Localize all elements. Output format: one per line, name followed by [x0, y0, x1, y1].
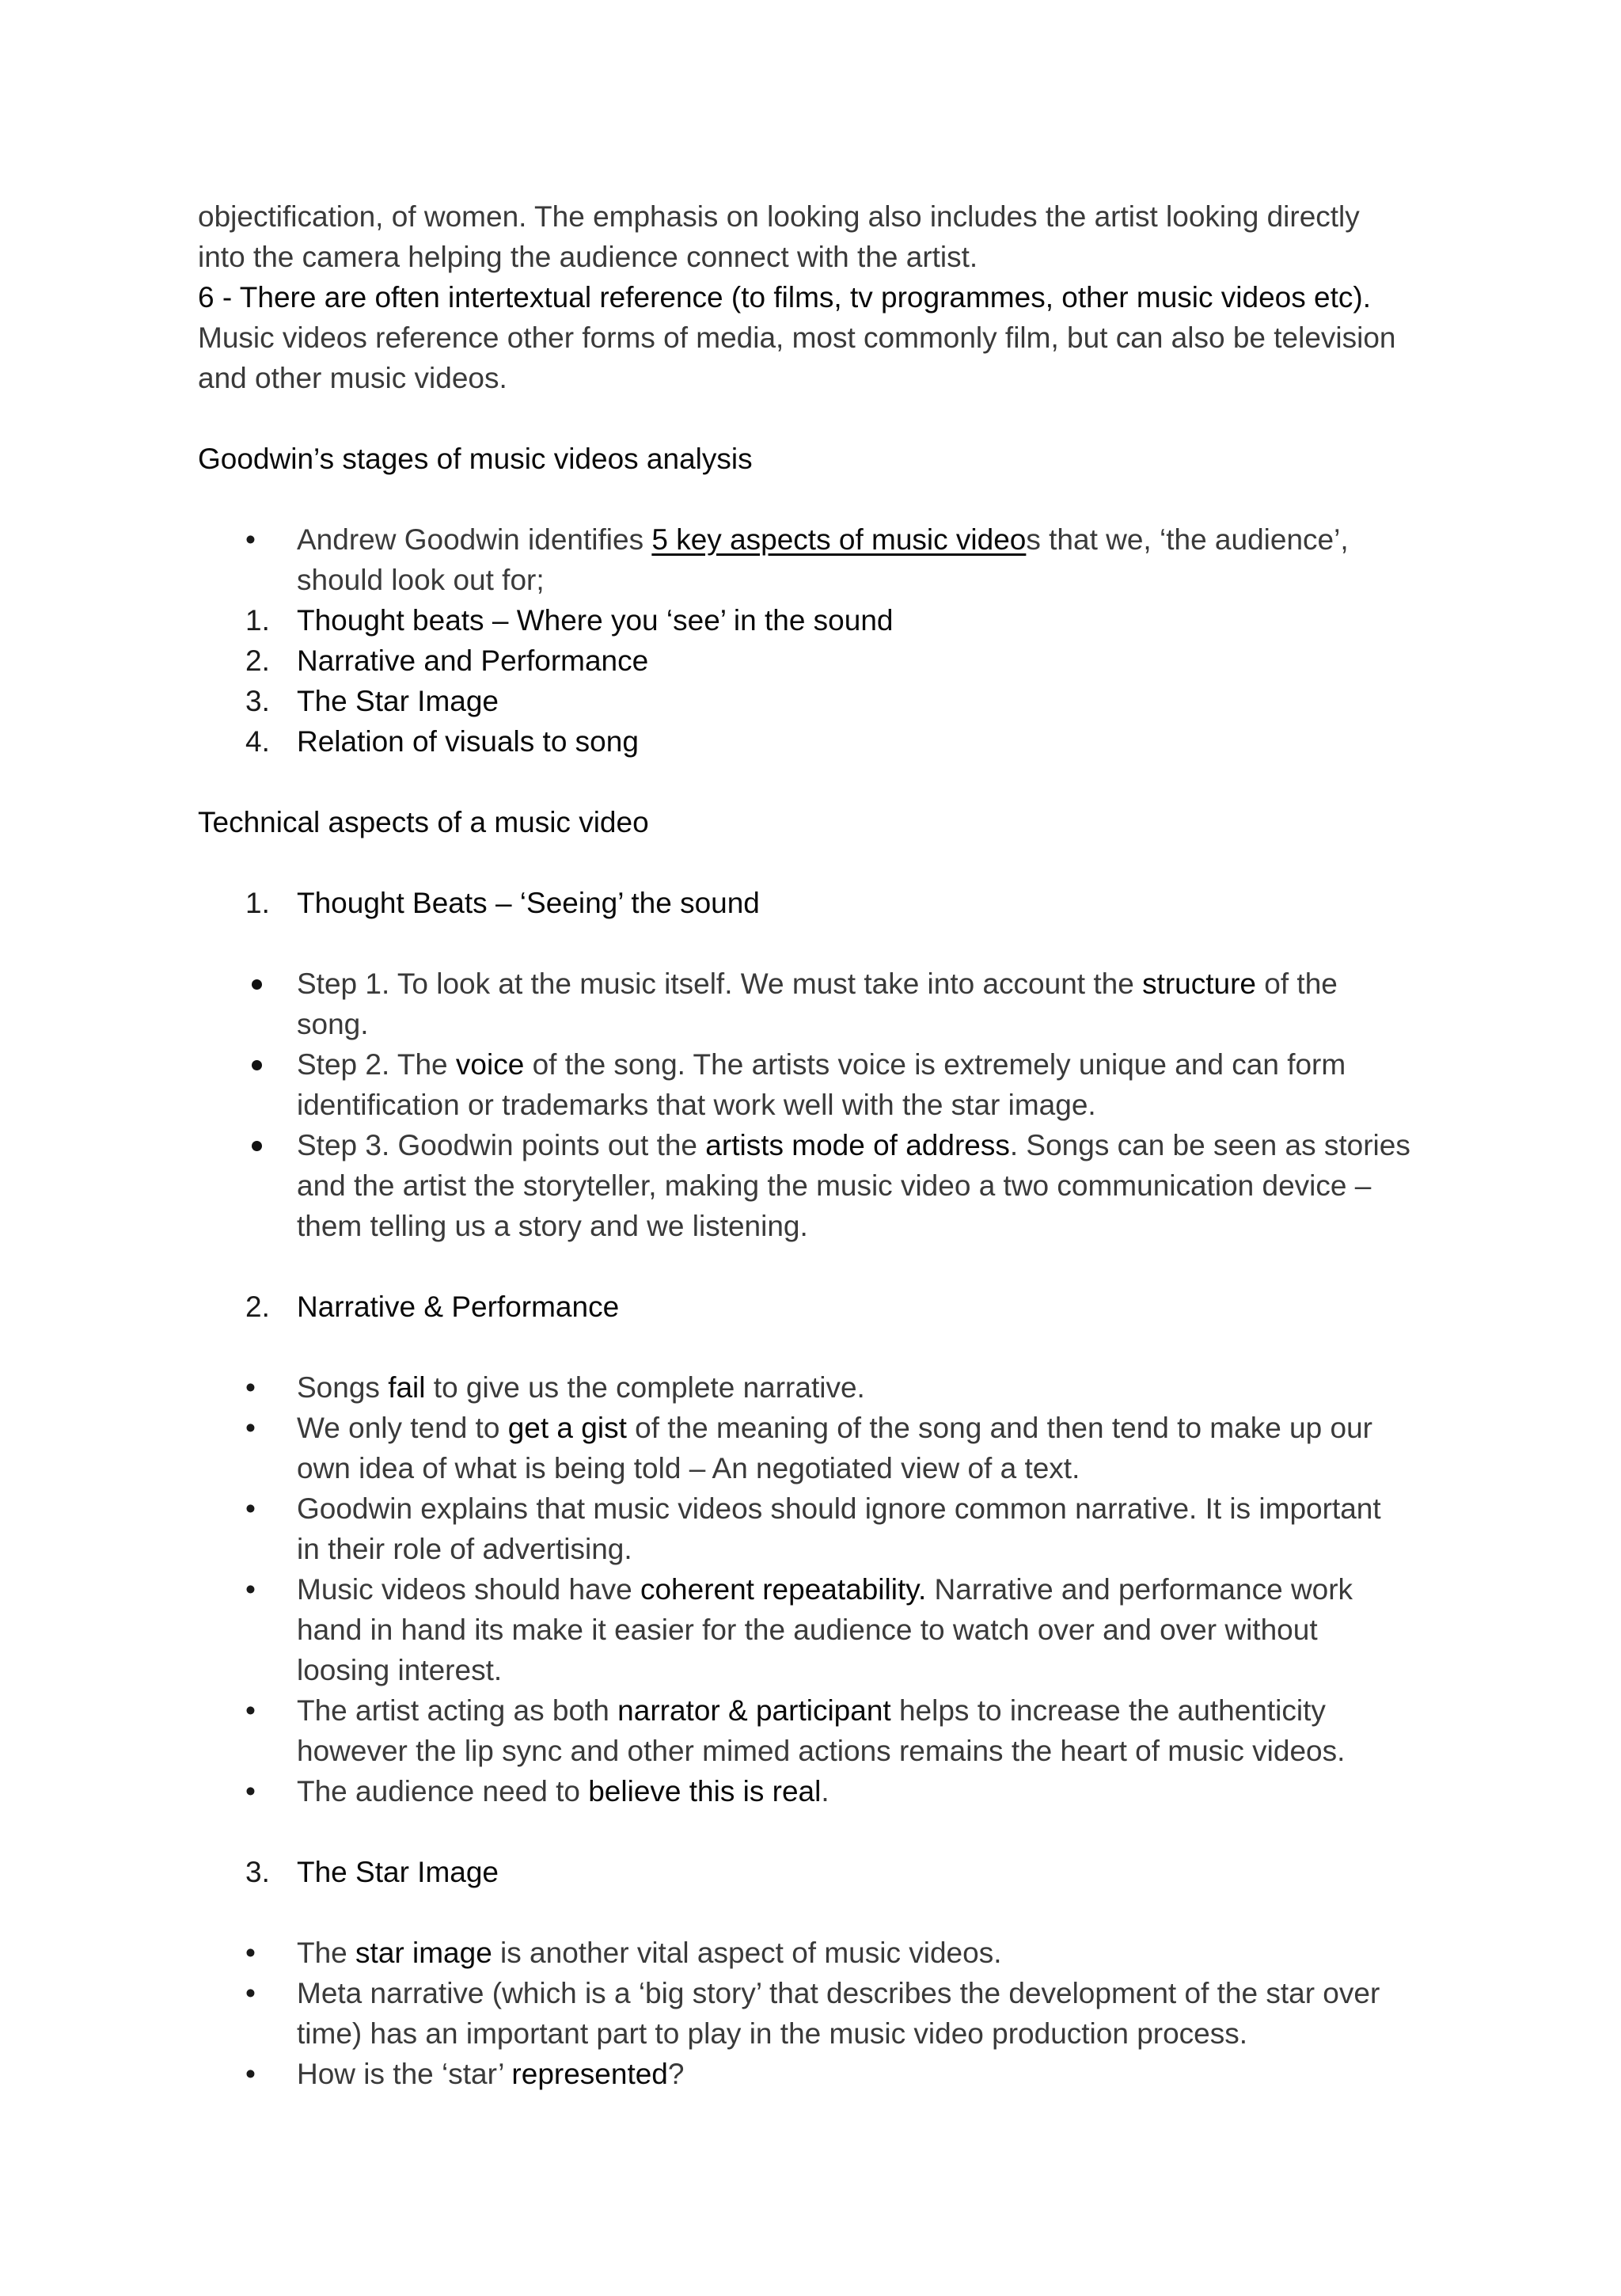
bullet-icon: •: [245, 1775, 256, 1808]
list-item: Step 2. The voice of the song. The artists voice is extremely unique and can form identification or trademarks that work well with the star image.: [198, 1044, 1441, 1125]
bullet-icon: •: [245, 1977, 256, 2009]
subsection-3: [198, 1852, 1441, 1892]
subsection-title: 2. Narrative & Performance: [198, 1287, 1441, 1327]
list-number: 1.: [245, 604, 270, 637]
list-number: 3.: [245, 685, 270, 717]
point-6-body: and other music videos.: [198, 362, 507, 394]
list-item: • The artist acting as both narrator & participant helps to increase the authenticity however the lip sync and other mimed actions remains the heart of music videos.: [198, 1690, 1441, 1771]
list-item: 4. Relation of visuals to song: [198, 721, 1441, 762]
list-item: • Songs fail to give us the complete narrative.: [198, 1367, 1441, 1408]
star-image-list: [198, 1933, 1441, 2094]
bullet-icon: •: [245, 1492, 256, 1525]
goodwin-aspects-list: [198, 600, 1441, 762]
list-item: 1. Thought beats – Where you ‘see’ in the sound: [198, 600, 1441, 641]
list-number: 3.: [245, 1856, 270, 1888]
list-item: 2. Narrative and Performance: [198, 641, 1441, 681]
intro-line: into the camera helping the audience connect with the artist.: [198, 241, 978, 273]
document-body: [198, 196, 1441, 2094]
list-item: • Andrew Goodwin identifies 5 key aspects of music videos that we, ‘the audience’, should look out for;: [198, 519, 1441, 600]
list-item: • Goodwin explains that music videos should ignore common narrative. It is important in their role of advertising.: [198, 1488, 1441, 1569]
list-item: 3. The Star Image: [198, 681, 1441, 721]
bullet-icon: [252, 1141, 262, 1151]
list-item: • Music videos should have coherent repeatability. Narrative and performance work hand in hand its make it easier for the audience to watch over and over without loosing interest.: [198, 1569, 1441, 1690]
bullet-icon: •: [245, 1412, 256, 1444]
goodwin-intro-list: [198, 519, 1441, 600]
bullet-icon: [252, 979, 262, 990]
subsection-2: [198, 1287, 1441, 1327]
bullet-icon: [252, 1060, 262, 1070]
list-item: • We only tend to get a gist of the meaning of the song and then tend to make up our own idea of what is being told – An negotiated view of a text.: [198, 1408, 1441, 1488]
point-6-body: Music videos reference other forms of media, most commonly film, but can also be television: [198, 321, 1396, 354]
list-item: • How is the ‘star’ represented?: [198, 2054, 1441, 2094]
bullet-icon: •: [245, 1371, 256, 1404]
section-heading-technical: Technical aspects of a music video: [198, 806, 649, 838]
section-heading-goodwin-stages: Goodwin’s stages of music videos analysis: [198, 443, 753, 475]
bullet-icon: •: [245, 523, 256, 556]
point-6-heading: 6 - There are often intertextual reference (to films, tv programmes, other music videos etc).: [198, 281, 1371, 314]
list-number: 2.: [245, 1291, 270, 1323]
bullet-icon: •: [245, 1694, 256, 1727]
list-number: 4.: [245, 725, 270, 758]
bullet-icon: •: [245, 1937, 256, 1969]
subsection-title: 3. The Star Image: [198, 1852, 1441, 1892]
list-number: 1.: [245, 887, 270, 919]
subsection-title: 1. Thought Beats – ‘Seeing’ the sound: [198, 883, 1441, 923]
list-number: 2.: [245, 644, 270, 677]
intro-line: objectification, of women. The emphasis on looking also includes the artist looking directly: [198, 200, 1360, 233]
list-item: • The star image is another vital aspect of music videos.: [198, 1933, 1441, 1973]
thought-beats-list: [198, 964, 1441, 1246]
list-item: • Meta narrative (which is a ‘big story’ that describes the development of the star over time) has an important part to play in the music video production process.: [198, 1973, 1441, 2054]
list-item: • The audience need to believe this is real.: [198, 1771, 1441, 1811]
key-aspects-text: 5 key aspects of music video: [651, 523, 1027, 556]
subsection-1: [198, 883, 1441, 923]
bullet-icon: •: [245, 1573, 256, 1606]
list-item: Step 1. To look at the music itself. We must take into account the structure of the song.: [198, 964, 1441, 1044]
list-item: Step 3. Goodwin points out the artists mode of address. Songs can be seen as stories and the artist the storyteller, making the music video a two communication device – them telling us a story and we listening.: [198, 1125, 1441, 1246]
bullet-icon: •: [245, 2058, 256, 2090]
narrative-list: [198, 1367, 1441, 1811]
